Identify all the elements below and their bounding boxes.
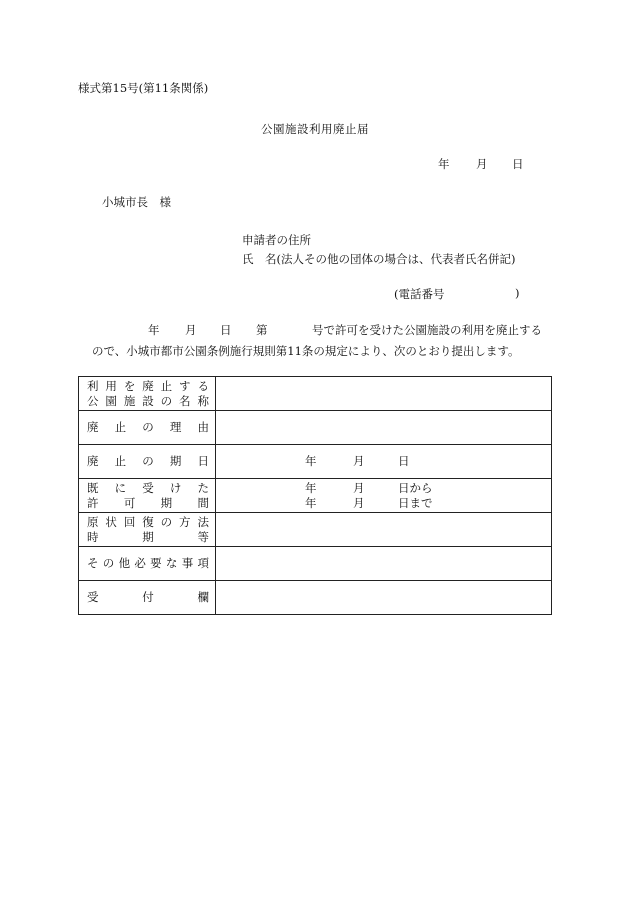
submission-date [438,156,524,172]
phone-label: (電話番号 [394,287,445,301]
addressee: 小城市長 様 [102,195,171,209]
restoration-method-label: 原 状 回 復 の 方 法 時 期 等 [79,513,216,547]
permit-day-label: 日 [220,323,232,337]
document-title: 公園施設利用廃止届 [261,122,369,136]
permit-year-label: 年 [148,323,160,337]
reception-label: 受 付 欄 [79,581,216,615]
table-row [79,479,552,513]
permit-number-prefix: 第 [256,323,268,337]
table-row [79,581,552,615]
facility-name-label: 利 用 を 廃 止 す る 公 園 施 設 の 名 称 [79,377,216,411]
abolition-reason-field[interactable] [216,411,552,445]
details-table [78,376,552,615]
reception-field[interactable] [216,581,552,615]
permit-end-day: 日まで [398,495,433,510]
other-matters-label: そ の 他 必 要 な 事 項 [79,547,216,581]
permit-start-year: 年 [305,480,317,495]
phone-close-paren: ) [515,286,520,300]
abolition-date-day: 日 [398,454,410,468]
abolition-reason-label: 廃 止 の 理 由 [79,411,216,445]
other-matters-field[interactable] [216,547,552,581]
body-text-line1-rest: 号で許可を受けた公園施設の利用を廃止する [312,323,542,337]
permit-period-label: 既 に 受 け た 許 可 期 間 [79,479,216,513]
permit-end-month: 月 [353,495,365,510]
table-row [79,547,552,581]
applicant-address-label: 申請者の住所 [242,233,311,247]
table-row [79,445,552,479]
date-year-label: 年 [438,157,450,171]
form-number: 様式第15号(第11条関係) [78,81,209,95]
applicant-name-label: 氏 名(法人その他の団体の場合は、代表者氏名併記) [242,252,516,266]
permit-month-label: 月 [185,323,197,337]
abolition-date-month: 月 [353,454,365,468]
permit-start-day: 日から [398,480,433,495]
abolition-date-label: 廃 止 の 期 日 [79,445,216,479]
restoration-method-field[interactable] [216,513,552,547]
permit-period-field[interactable] [216,479,552,513]
table-row [79,513,552,547]
facility-name-field[interactable] [216,377,552,411]
abolition-date-year: 年 [305,454,317,468]
body-text-line2: ので、小城市都市公園条例施行規則第11条の規定により、次のとおり提出します。 [92,344,520,358]
date-day-label: 日 [512,157,524,171]
permit-start-month: 月 [353,480,365,495]
abolition-date-field[interactable] [216,445,552,479]
date-month-label: 月 [476,157,488,171]
table-row [79,377,552,411]
table-row [79,411,552,445]
permit-end-year: 年 [305,495,317,510]
